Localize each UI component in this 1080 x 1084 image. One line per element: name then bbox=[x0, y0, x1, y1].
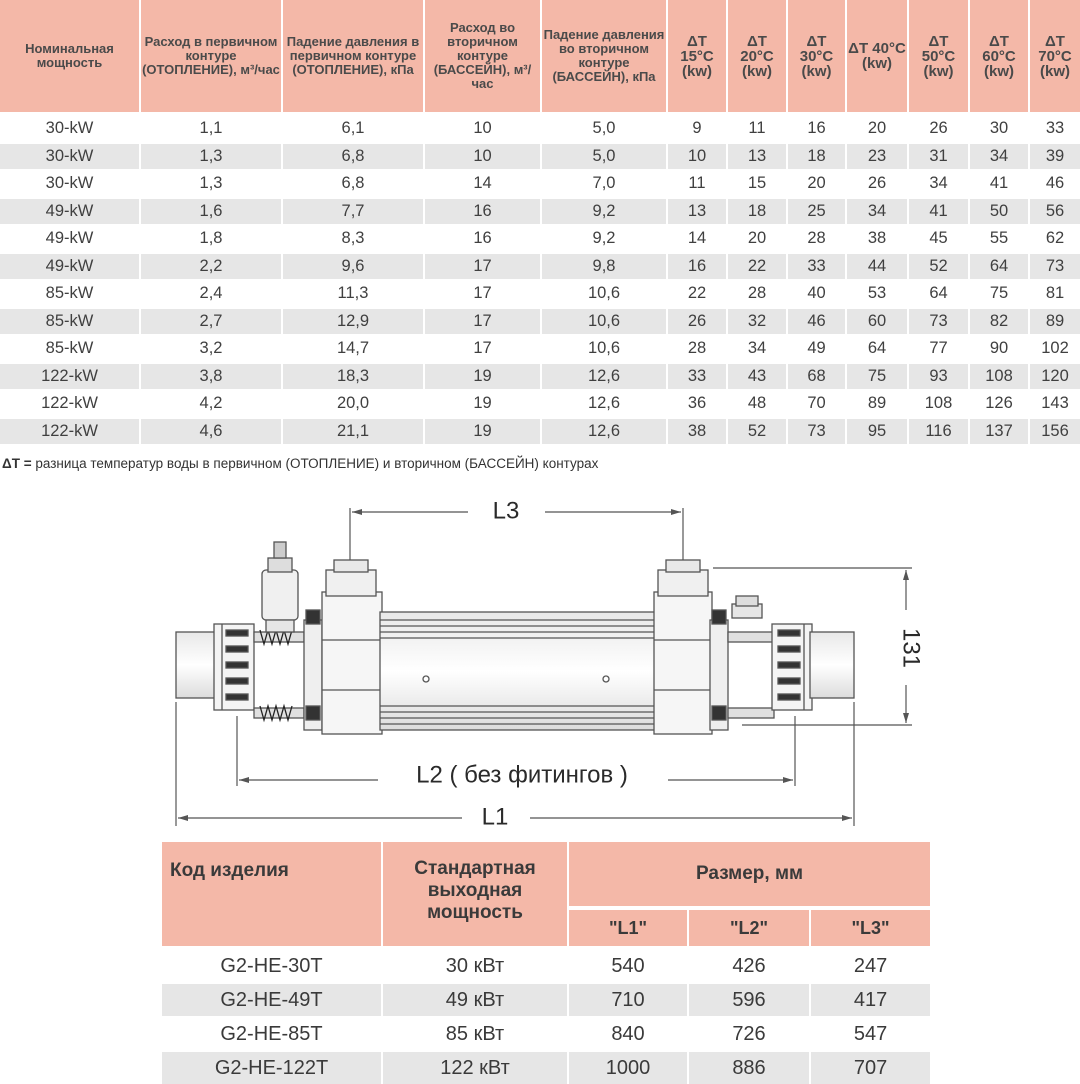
table-cell: 39 bbox=[1029, 143, 1080, 171]
table-cell: 41 bbox=[969, 170, 1029, 198]
performance-table-header bbox=[0, 0, 1080, 114]
table-cell: 17 bbox=[424, 308, 541, 336]
table-cell: 28 bbox=[787, 225, 846, 253]
table-cell: 3,8 bbox=[140, 363, 282, 391]
table-cell: 85-kW bbox=[0, 280, 140, 308]
table-cell: 547 bbox=[810, 1017, 930, 1051]
table-cell: 52 bbox=[908, 253, 969, 281]
table-cell: 90 bbox=[969, 335, 1029, 363]
table-cell: 11 bbox=[667, 170, 727, 198]
table-cell: 49 кВт bbox=[382, 983, 568, 1017]
header-dt-70: ΔT 70°C (kw) bbox=[1029, 0, 1080, 114]
table-cell: 62 bbox=[1029, 225, 1080, 253]
table-cell: 11,3 bbox=[282, 280, 424, 308]
table-cell: 540 bbox=[568, 948, 688, 983]
table-cell: 9,8 bbox=[541, 253, 667, 281]
table-cell: 108 bbox=[908, 390, 969, 418]
table-cell: 143 bbox=[1029, 390, 1080, 418]
table-cell: 75 bbox=[969, 280, 1029, 308]
table-cell: 33 bbox=[1029, 114, 1080, 143]
table-cell: 122-kW bbox=[0, 418, 140, 445]
table-cell: 20,0 bbox=[282, 390, 424, 418]
table-cell: 30-kW bbox=[0, 170, 140, 198]
table-cell: 12,6 bbox=[541, 390, 667, 418]
table-cell: 22 bbox=[667, 280, 727, 308]
table-cell: 82 bbox=[969, 308, 1029, 336]
table-row bbox=[0, 308, 1080, 336]
table-row bbox=[162, 1017, 930, 1051]
table-cell: 1,3 bbox=[140, 170, 282, 198]
table-cell: 68 bbox=[787, 363, 846, 391]
table-cell: 116 bbox=[908, 418, 969, 445]
table-cell: 137 bbox=[969, 418, 1029, 445]
table-cell: 20 bbox=[846, 114, 908, 143]
table-cell: G2-HE-30T bbox=[162, 948, 382, 983]
table-cell: 12,9 bbox=[282, 308, 424, 336]
table-cell: 16 bbox=[424, 225, 541, 253]
header-l1: "L1" bbox=[568, 908, 688, 948]
table-cell: 31 bbox=[908, 143, 969, 171]
table-cell: 64 bbox=[969, 253, 1029, 281]
table-row bbox=[162, 1051, 930, 1084]
table-cell: 1,8 bbox=[140, 225, 282, 253]
table-cell: 23 bbox=[846, 143, 908, 171]
table-cell: 596 bbox=[688, 983, 810, 1017]
table-cell: 9,6 bbox=[282, 253, 424, 281]
table-cell: 4,2 bbox=[140, 390, 282, 418]
table-cell: 64 bbox=[908, 280, 969, 308]
table-cell: 49-kW bbox=[0, 198, 140, 226]
table-row bbox=[162, 983, 930, 1017]
table-cell: 14,7 bbox=[282, 335, 424, 363]
height-label: 131 bbox=[897, 627, 925, 669]
table-cell: 26 bbox=[908, 114, 969, 143]
table-cell: 122 кВт bbox=[382, 1051, 568, 1084]
table-cell: 89 bbox=[846, 390, 908, 418]
heat-exchanger-drawing bbox=[0, 480, 1080, 835]
table-row bbox=[0, 335, 1080, 363]
table-cell: 85-kW bbox=[0, 308, 140, 336]
l3-label: L3 bbox=[492, 497, 520, 525]
table-cell: 102 bbox=[1029, 335, 1080, 363]
header-primary-flow: Расход в первичном контуре (ОТОПЛЕНИЕ), м³/час bbox=[140, 0, 282, 114]
table-cell: 52 bbox=[727, 418, 787, 445]
table-cell: 48 bbox=[727, 390, 787, 418]
table-cell: 16 bbox=[787, 114, 846, 143]
l2-label: L2 ( без фитингов ) bbox=[416, 761, 628, 789]
table-cell: 46 bbox=[787, 308, 846, 336]
table-cell: 21,1 bbox=[282, 418, 424, 445]
table-cell: 25 bbox=[787, 198, 846, 226]
table-cell: 18,3 bbox=[282, 363, 424, 391]
table-cell: 49 bbox=[787, 335, 846, 363]
table-cell: 28 bbox=[667, 335, 727, 363]
table-cell: 14 bbox=[424, 170, 541, 198]
table-cell: 16 bbox=[424, 198, 541, 226]
table-cell: 26 bbox=[667, 308, 727, 336]
table-cell: 2,2 bbox=[140, 253, 282, 281]
table-row bbox=[0, 198, 1080, 226]
header-product-code: Код изделия bbox=[162, 842, 382, 948]
table-cell: G2-HE-85T bbox=[162, 1017, 382, 1051]
table-cell: 5,0 bbox=[541, 143, 667, 171]
table-cell: 120 bbox=[1029, 363, 1080, 391]
table-cell: 6,8 bbox=[282, 143, 424, 171]
table-cell: 36 bbox=[667, 390, 727, 418]
table-row bbox=[0, 280, 1080, 308]
dimensions-table bbox=[162, 842, 930, 1084]
table-cell: 43 bbox=[727, 363, 787, 391]
table-cell: 20 bbox=[787, 170, 846, 198]
table-cell: 726 bbox=[688, 1017, 810, 1051]
table-cell: 13 bbox=[667, 198, 727, 226]
header-dt-30: ΔT 30°C (kw) bbox=[787, 0, 846, 114]
table-cell: 11 bbox=[727, 114, 787, 143]
delta-t-symbol: ΔT = bbox=[2, 456, 32, 471]
table-cell: 247 bbox=[810, 948, 930, 983]
table-cell: 10,6 bbox=[541, 308, 667, 336]
table-cell: 5,0 bbox=[541, 114, 667, 143]
table-cell: 8,3 bbox=[282, 225, 424, 253]
delta-t-note-text: разница температур воды в первичном (ОТОПЛЕНИЕ) и вторичном (БАССЕЙН) контурах bbox=[31, 456, 599, 471]
table-cell: 840 bbox=[568, 1017, 688, 1051]
table-cell: 16 bbox=[667, 253, 727, 281]
table-cell: 19 bbox=[424, 363, 541, 391]
header-output-power: Стандартная выходная мощность bbox=[382, 842, 568, 948]
table-cell: 30-kW bbox=[0, 114, 140, 143]
table-cell: 50 bbox=[969, 198, 1029, 226]
table-cell: 73 bbox=[908, 308, 969, 336]
table-row bbox=[0, 225, 1080, 253]
table-row bbox=[0, 363, 1080, 391]
table-cell: 32 bbox=[727, 308, 787, 336]
table-cell: 38 bbox=[667, 418, 727, 445]
table-row bbox=[0, 114, 1080, 143]
table-cell: 426 bbox=[688, 948, 810, 983]
table-cell: 40 bbox=[787, 280, 846, 308]
table-cell: 108 bbox=[969, 363, 1029, 391]
table-cell: 73 bbox=[1029, 253, 1080, 281]
table-cell: 7,0 bbox=[541, 170, 667, 198]
table-cell: 3,2 bbox=[140, 335, 282, 363]
table-cell: 45 bbox=[908, 225, 969, 253]
table-cell: 33 bbox=[787, 253, 846, 281]
table-cell: 1000 bbox=[568, 1051, 688, 1084]
table-cell: 93 bbox=[908, 363, 969, 391]
table-cell: 49-kW bbox=[0, 253, 140, 281]
table-cell: 81 bbox=[1029, 280, 1080, 308]
table-cell: 20 bbox=[727, 225, 787, 253]
table-cell: 89 bbox=[1029, 308, 1080, 336]
table-cell: 9,2 bbox=[541, 198, 667, 226]
table-row bbox=[0, 390, 1080, 418]
l1-label: L1 bbox=[481, 803, 509, 831]
table-cell: 10,6 bbox=[541, 335, 667, 363]
table-cell: 64 bbox=[846, 335, 908, 363]
table-cell: 17 bbox=[424, 280, 541, 308]
table-row bbox=[0, 253, 1080, 281]
table-cell: 95 bbox=[846, 418, 908, 445]
header-secondary-pressure-drop: Падение давления во вторичном контуре (БАССЕЙН), кПа bbox=[541, 0, 667, 114]
dimensions-table-body bbox=[162, 948, 930, 1084]
table-cell: 41 bbox=[908, 198, 969, 226]
table-cell: 10,6 bbox=[541, 280, 667, 308]
table-cell: 10 bbox=[424, 114, 541, 143]
table-cell: 19 bbox=[424, 418, 541, 445]
table-cell: 34 bbox=[908, 170, 969, 198]
table-cell: 55 bbox=[969, 225, 1029, 253]
table-cell: 19 bbox=[424, 390, 541, 418]
table-cell: 4,6 bbox=[140, 418, 282, 445]
table-cell: 75 bbox=[846, 363, 908, 391]
table-cell: 18 bbox=[787, 143, 846, 171]
header-primary-pressure-drop: Падение давления в первичном контуре (ОТОПЛЕНИЕ), кПа bbox=[282, 0, 424, 114]
table-cell: 49-kW bbox=[0, 225, 140, 253]
table-cell: 17 bbox=[424, 335, 541, 363]
table-cell: 417 bbox=[810, 983, 930, 1017]
table-cell: 60 bbox=[846, 308, 908, 336]
table-cell: 33 bbox=[667, 363, 727, 391]
table-cell: 1,6 bbox=[140, 198, 282, 226]
table-cell: 1,3 bbox=[140, 143, 282, 171]
heat-exchanger-body bbox=[176, 542, 854, 734]
table-cell: 9 bbox=[667, 114, 727, 143]
table-cell: 53 bbox=[846, 280, 908, 308]
table-cell: 73 bbox=[787, 418, 846, 445]
table-cell: G2-HE-122T bbox=[162, 1051, 382, 1084]
table-cell: 28 bbox=[727, 280, 787, 308]
table-cell: 886 bbox=[688, 1051, 810, 1084]
header-dt-20: ΔT 20°C (kw) bbox=[727, 0, 787, 114]
delta-t-note bbox=[2, 456, 598, 471]
header-nominal-power: Номинальная мощность bbox=[0, 0, 140, 114]
table-cell: 34 bbox=[969, 143, 1029, 171]
performance-table-body bbox=[0, 114, 1080, 444]
table-cell: 156 bbox=[1029, 418, 1080, 445]
table-cell: 34 bbox=[727, 335, 787, 363]
table-cell: 70 bbox=[787, 390, 846, 418]
header-l2: "L2" bbox=[688, 908, 810, 948]
table-cell: 7,7 bbox=[282, 198, 424, 226]
table-cell: 46 bbox=[1029, 170, 1080, 198]
table-cell: 34 bbox=[846, 198, 908, 226]
table-cell: 18 bbox=[727, 198, 787, 226]
table-cell: 707 bbox=[810, 1051, 930, 1084]
table-row bbox=[0, 170, 1080, 198]
table-cell: 14 bbox=[667, 225, 727, 253]
table-cell: 30 bbox=[969, 114, 1029, 143]
table-row bbox=[0, 143, 1080, 171]
table-cell: 38 bbox=[846, 225, 908, 253]
table-cell: 12,6 bbox=[541, 418, 667, 445]
header-dt-40: ΔT 40°C (kw) bbox=[846, 0, 908, 114]
table-cell: 22 bbox=[727, 253, 787, 281]
table-row bbox=[162, 948, 930, 983]
table-cell: 126 bbox=[969, 390, 1029, 418]
header-secondary-flow: Расход во вторичном контуре (БАССЕЙН), м³/час bbox=[424, 0, 541, 114]
table-cell: G2-HE-49T bbox=[162, 983, 382, 1017]
table-cell: 9,2 bbox=[541, 225, 667, 253]
table-cell: 6,8 bbox=[282, 170, 424, 198]
header-dt-15: ΔT 15°C (kw) bbox=[667, 0, 727, 114]
table-cell: 2,7 bbox=[140, 308, 282, 336]
table-cell: 30-kW bbox=[0, 143, 140, 171]
table-cell: 44 bbox=[846, 253, 908, 281]
header-size-mm: Размер, мм bbox=[568, 842, 930, 908]
table-cell: 26 bbox=[846, 170, 908, 198]
table-cell: 30 кВт bbox=[382, 948, 568, 983]
table-cell: 77 bbox=[908, 335, 969, 363]
table-cell: 17 bbox=[424, 253, 541, 281]
table-cell: 10 bbox=[424, 143, 541, 171]
table-cell: 1,1 bbox=[140, 114, 282, 143]
table-cell: 85-kW bbox=[0, 335, 140, 363]
table-cell: 122-kW bbox=[0, 363, 140, 391]
dimensions-table-header bbox=[162, 842, 930, 908]
table-cell: 13 bbox=[727, 143, 787, 171]
header-l3: "L3" bbox=[810, 908, 930, 948]
table-cell: 15 bbox=[727, 170, 787, 198]
table-cell: 710 bbox=[568, 983, 688, 1017]
table-cell: 85 кВт bbox=[382, 1017, 568, 1051]
table-cell: 10 bbox=[667, 143, 727, 171]
table-row bbox=[0, 418, 1080, 445]
table-cell: 6,1 bbox=[282, 114, 424, 143]
table-cell: 12,6 bbox=[541, 363, 667, 391]
header-dt-50: ΔT 50°C (kw) bbox=[908, 0, 969, 114]
table-cell: 2,4 bbox=[140, 280, 282, 308]
header-dt-60: ΔT 60°C (kw) bbox=[969, 0, 1029, 114]
table-cell: 122-kW bbox=[0, 390, 140, 418]
performance-table bbox=[0, 0, 1080, 444]
table-cell: 56 bbox=[1029, 198, 1080, 226]
